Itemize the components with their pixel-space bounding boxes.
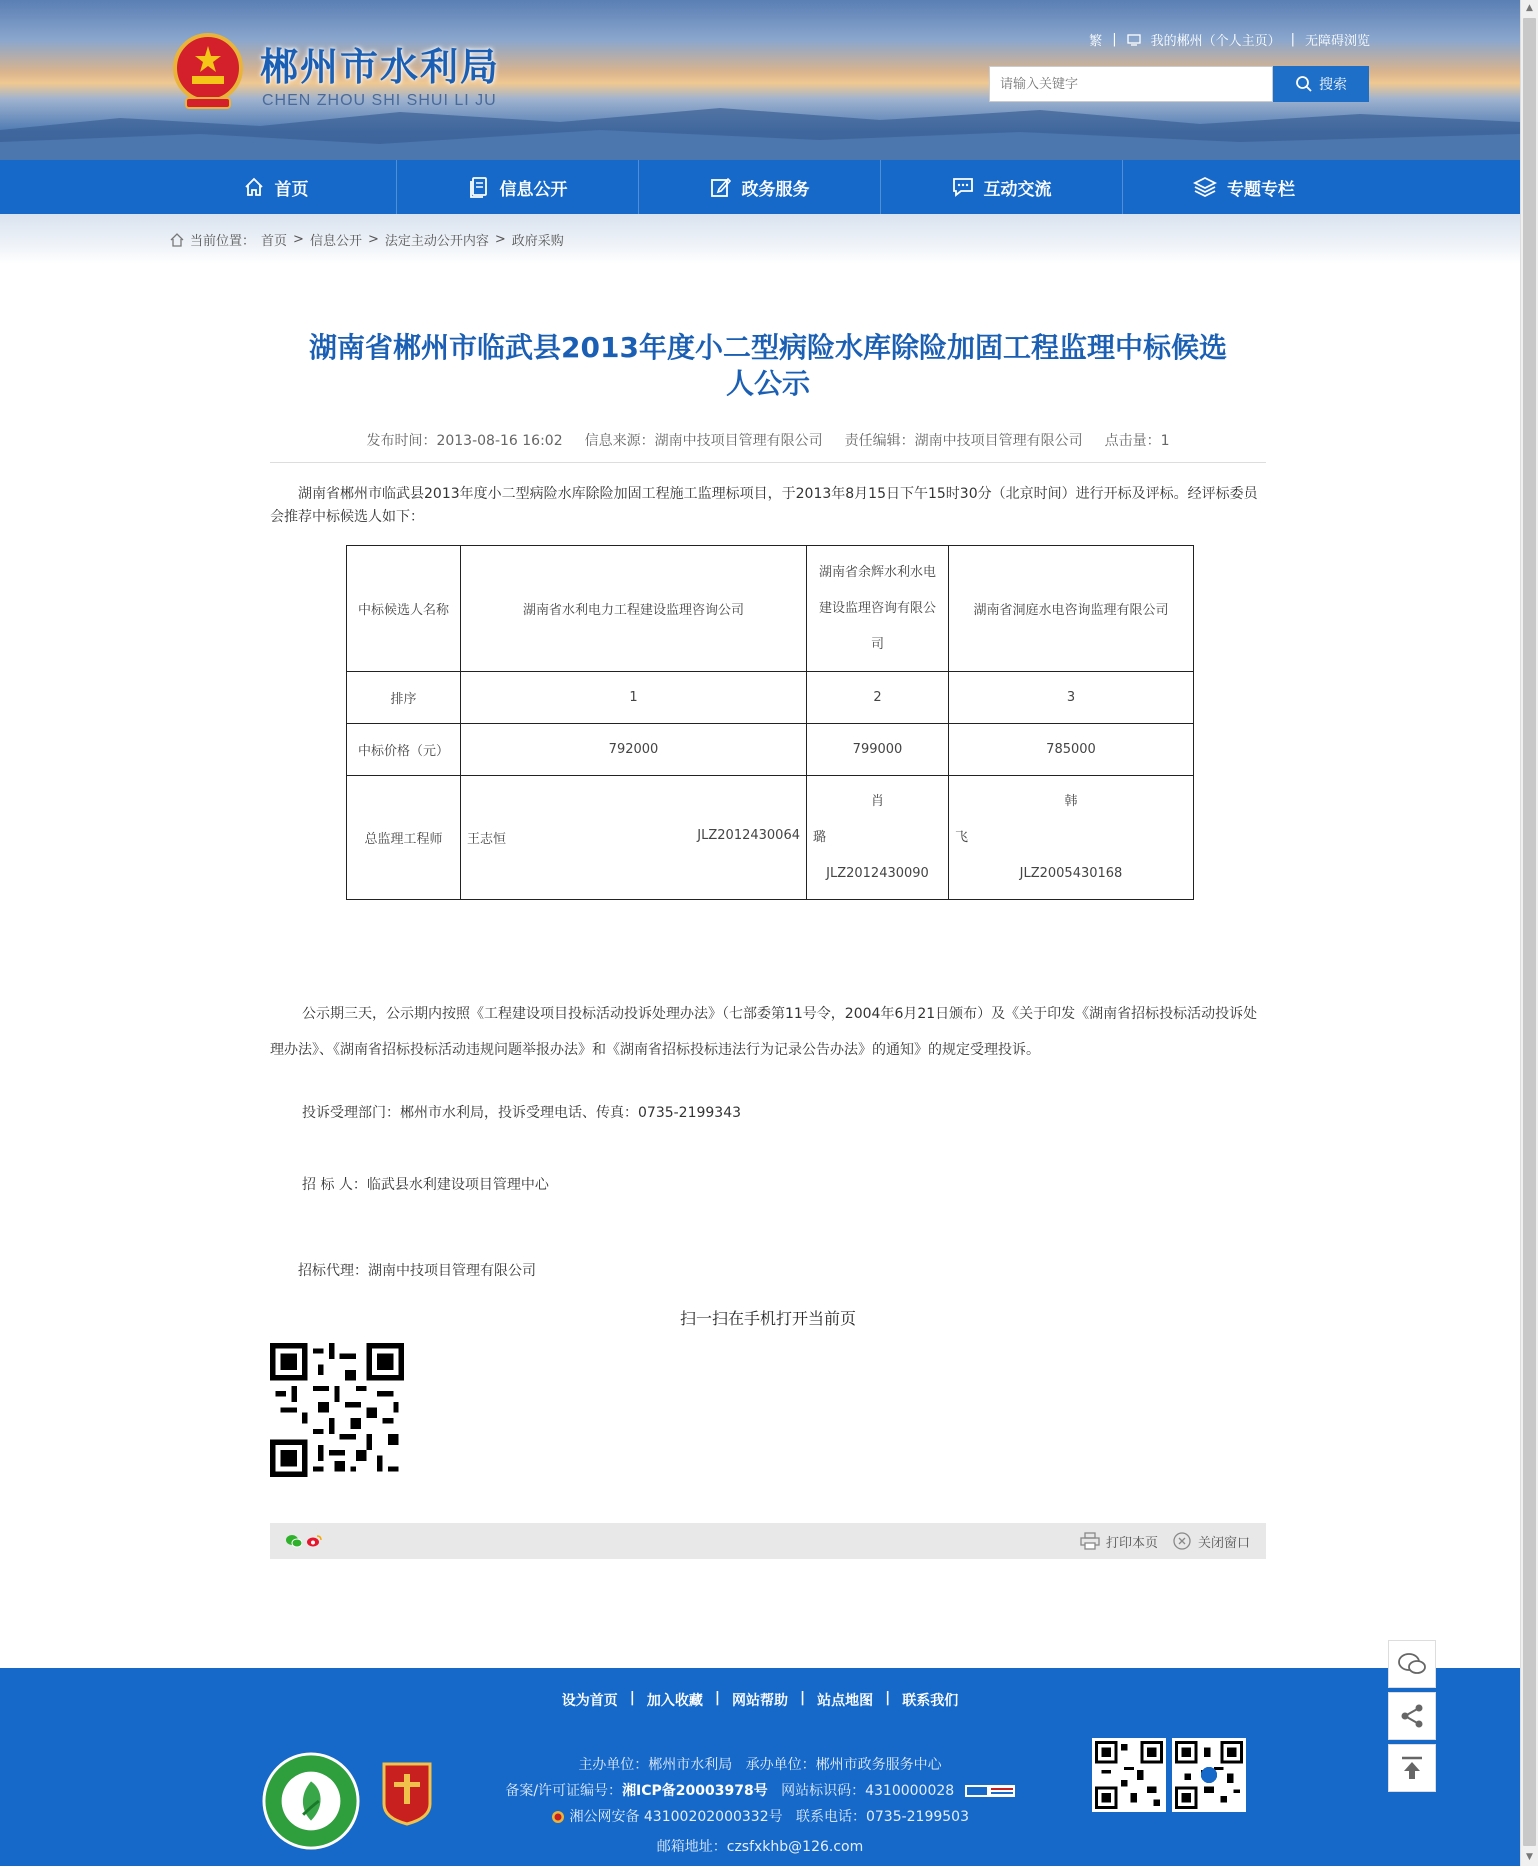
top-links: [1089, 30, 1370, 49]
breadcrumb-sep: >: [367, 232, 379, 247]
back-to-top-button[interactable]: [1388, 1744, 1436, 1792]
search-button-label: 搜索: [1319, 77, 1347, 93]
qr-caption: 扫一扫在手机打开当前页: [679, 1309, 856, 1328]
breadcrumb-sep: >: [494, 232, 506, 247]
engineer-cert: JLZ2005430168: [1019, 865, 1123, 881]
site-title[interactable]: 郴州市水利局: [260, 45, 501, 89]
footer-link-set-home[interactable]: 设为首页: [561, 1693, 618, 1709]
organizer: 承办单位：郴州市政务服务中心: [745, 1757, 942, 1773]
separator: |: [714, 1690, 720, 1706]
footer-qr-code-right: [1172, 1738, 1246, 1812]
breadcrumb-prefix: 当前位置：: [190, 234, 256, 249]
home-icon: [243, 176, 265, 198]
arrow-up-icon: [1399, 1755, 1425, 1781]
nav-item-special-topics[interactable]: [1123, 160, 1365, 214]
table-cell: 排序: [347, 672, 461, 724]
table-cell: [461, 776, 807, 900]
complaint-dept: 投诉受理部门：郴州市水利局，投诉受理电话、传真：0735-2199343: [302, 1105, 742, 1121]
table-cell: 中标价格（元）: [347, 724, 461, 776]
table-cell: 湖南省余辉水利水电建设监理咨询有限公司: [807, 546, 949, 672]
article-meta: [270, 430, 1266, 450]
table-cell: 3: [949, 672, 1194, 724]
wechat-icon: [1398, 1652, 1426, 1676]
separator: |: [800, 1690, 806, 1706]
intro-paragraph: 湖南省郴州市临武县2013年度小二型病险水库除险加固工程施工监理标项目，于2013年8月15日下午15时30分（北京时间）进行开标及评标。经评标委员会推荐中标候选人如下：: [270, 486, 1258, 525]
publish-time: 发布时间：2013-08-16 16:02: [366, 433, 563, 449]
nav-item-home[interactable]: [155, 160, 397, 214]
nav-label: 专题专栏: [1227, 179, 1295, 200]
printer-icon: [1080, 1532, 1100, 1550]
footer-link-sitemap[interactable]: 站点地图: [817, 1693, 874, 1709]
separator: |: [629, 1690, 635, 1706]
wechat-share-icon[interactable]: [286, 1534, 302, 1548]
footer-link-favorite[interactable]: 加入收藏: [646, 1693, 703, 1709]
breadcrumb: [170, 230, 564, 249]
footer: [0, 1668, 1520, 1866]
national-emblem-icon: [172, 32, 244, 112]
footer-line: [0, 1834, 1520, 1860]
tenderer: 招 标 人：临武县水利建设项目管理中心: [302, 1177, 549, 1193]
print-page-link[interactable]: 打印本页: [1105, 1535, 1158, 1551]
breadcrumb-procurement[interactable]: 政府采购: [511, 234, 564, 249]
scroll-down-arrow-icon[interactable]: ▼: [1526, 1852, 1533, 1862]
table-cell: [949, 776, 1194, 900]
editor: 责任编辑：湖南中技项目管理有限公司: [844, 433, 1083, 449]
table-row: [347, 672, 1194, 724]
breadcrumb-sep: >: [293, 232, 304, 247]
page-qr-code: [270, 1343, 404, 1477]
nav-label: 政务服务: [741, 179, 810, 200]
weibo-share-icon[interactable]: [306, 1534, 322, 1548]
share-icon: [1399, 1703, 1425, 1729]
search-button[interactable]: [1273, 66, 1369, 102]
click-count: 点击量：1: [1104, 433, 1170, 449]
table-cell: 湖南省洞庭水电咨询监理有限公司: [949, 546, 1194, 672]
article-title: 湖南省郴州市临武县2013年度小二型病险水库除险加固工程监理中标候选人公示: [309, 331, 1227, 400]
footer-line: [0, 1804, 1520, 1830]
nav-item-info-public[interactable]: [397, 160, 639, 214]
site-id: 网站标识码：4310000028: [781, 1783, 955, 1799]
info-source: 信息来源：湖南中技项目管理有限公司: [584, 433, 823, 449]
footer-qr-code-left: [1092, 1738, 1166, 1812]
article: [270, 330, 1266, 1481]
table-cell: 785000: [949, 724, 1194, 776]
search-icon: [1295, 75, 1313, 93]
breadcrumb-statutory[interactable]: 法定主动公开内容: [384, 234, 489, 249]
layers-icon: [1193, 176, 1217, 198]
separator: |: [1290, 32, 1295, 47]
icp-prefix: 备案/许可证编号：: [505, 1783, 623, 1799]
share-bar: [270, 1523, 1266, 1559]
table-cell: 总监理工程师: [347, 776, 461, 900]
police-badge-icon: [551, 1810, 565, 1824]
footer-link-help[interactable]: 网站帮助: [732, 1693, 788, 1709]
nav-label: 互动交流: [983, 179, 1052, 200]
sponsor: 主办单位：郴州市水利局: [578, 1757, 733, 1773]
main-nav: [0, 160, 1520, 214]
my-chenzhou-link[interactable]: 我的郴州（个人主页）: [1150, 34, 1281, 49]
breadcrumb-home[interactable]: 首页: [261, 234, 288, 249]
monitor-icon: [1127, 34, 1141, 46]
table-cell: 1: [461, 672, 807, 724]
traditional-chinese-link[interactable]: 繁: [1089, 34, 1103, 49]
close-circle-icon: [1172, 1531, 1192, 1551]
side-share-button[interactable]: [1388, 1692, 1436, 1740]
engineer-name: 王志恒: [467, 832, 507, 847]
table-cell: 799000: [807, 724, 949, 776]
contact-phone: 联系电话：0735-2199503: [795, 1809, 969, 1825]
footer-line: [0, 1778, 1520, 1804]
search-input[interactable]: [989, 66, 1273, 102]
contact-email: 邮箱地址：czsfxkhb@126.com: [656, 1839, 864, 1855]
document-icon: [468, 176, 490, 198]
side-wechat-button[interactable]: [1388, 1640, 1436, 1688]
table-cell: [807, 776, 949, 900]
engineer-cert: JLZ2012430064: [697, 828, 800, 843]
close-window-link[interactable]: 关闭窗口: [1197, 1535, 1250, 1551]
separator: |: [1112, 32, 1117, 47]
engineer-name: 韩: [1064, 793, 1078, 809]
footer-link-contact[interactable]: 联系我们: [902, 1693, 959, 1709]
chat-icon: [952, 176, 974, 198]
search-box: [989, 66, 1369, 102]
nav-item-interaction[interactable]: [881, 160, 1123, 214]
table-row: [347, 546, 1194, 672]
footer-line: [0, 1752, 1520, 1778]
table-row: [347, 776, 1194, 900]
header-banner: [0, 0, 1520, 160]
table-cell: 2: [807, 672, 949, 724]
scroll-up-arrow-icon[interactable]: ▲: [1526, 3, 1533, 13]
nav-item-gov-service[interactable]: [639, 160, 881, 214]
gov-error-check-icon[interactable]: [965, 1785, 1015, 1797]
candidates-table: [346, 545, 1194, 900]
edit-icon: [710, 176, 732, 198]
vertical-scrollbar[interactable]: [1520, 0, 1538, 1866]
engineer-cert: JLZ2012430090: [826, 865, 929, 881]
table-cell: 792000: [461, 724, 807, 776]
engineer-name: 肖: [870, 793, 884, 809]
divider: [270, 462, 1266, 463]
footer-info: [0, 1752, 1520, 1860]
scrollbar-thumb[interactable]: [1523, 18, 1536, 1846]
footer-links: [0, 1690, 1520, 1710]
engineer-name: 飞: [955, 829, 969, 845]
police-record[interactable]: 湘公网安备 43100202000332号: [569, 1809, 783, 1825]
nav-label: 首页: [274, 179, 309, 200]
table-cell: 中标候选人名称: [347, 546, 461, 672]
nav-label: 信息公开: [499, 179, 568, 200]
table-cell: 湖南省水利电力工程建设监理咨询公司: [461, 546, 807, 672]
home-icon: [170, 233, 184, 247]
table-row: [347, 724, 1194, 776]
engineer-name: 璐: [813, 829, 827, 845]
notice-paragraph: 公示期三天，公示期内按照《工程建设项目投标活动投诉处理办法》（七部委第11号令，2004年6月21日颁布）及《关于印发《湖南省招标投标活动投诉处理办法》、《湖南省招标投标活动违规问题举报办法》和《湖南省招标投标违法行为记录公告办法》的通知》的规定受理投诉。: [270, 1006, 1258, 1058]
tender-agent: 招标代理：湖南中技项目管理有限公司: [298, 1263, 536, 1279]
breadcrumb-info-public[interactable]: 信息公开: [309, 234, 362, 249]
separator: |: [885, 1690, 891, 1706]
accessible-browse-link[interactable]: 无障碍浏览: [1304, 34, 1370, 49]
site-subtitle: CHEN ZHOU SHI SHUI LI JU: [262, 92, 497, 109]
icp-link[interactable]: 湘ICP备20003978号: [622, 1783, 768, 1799]
